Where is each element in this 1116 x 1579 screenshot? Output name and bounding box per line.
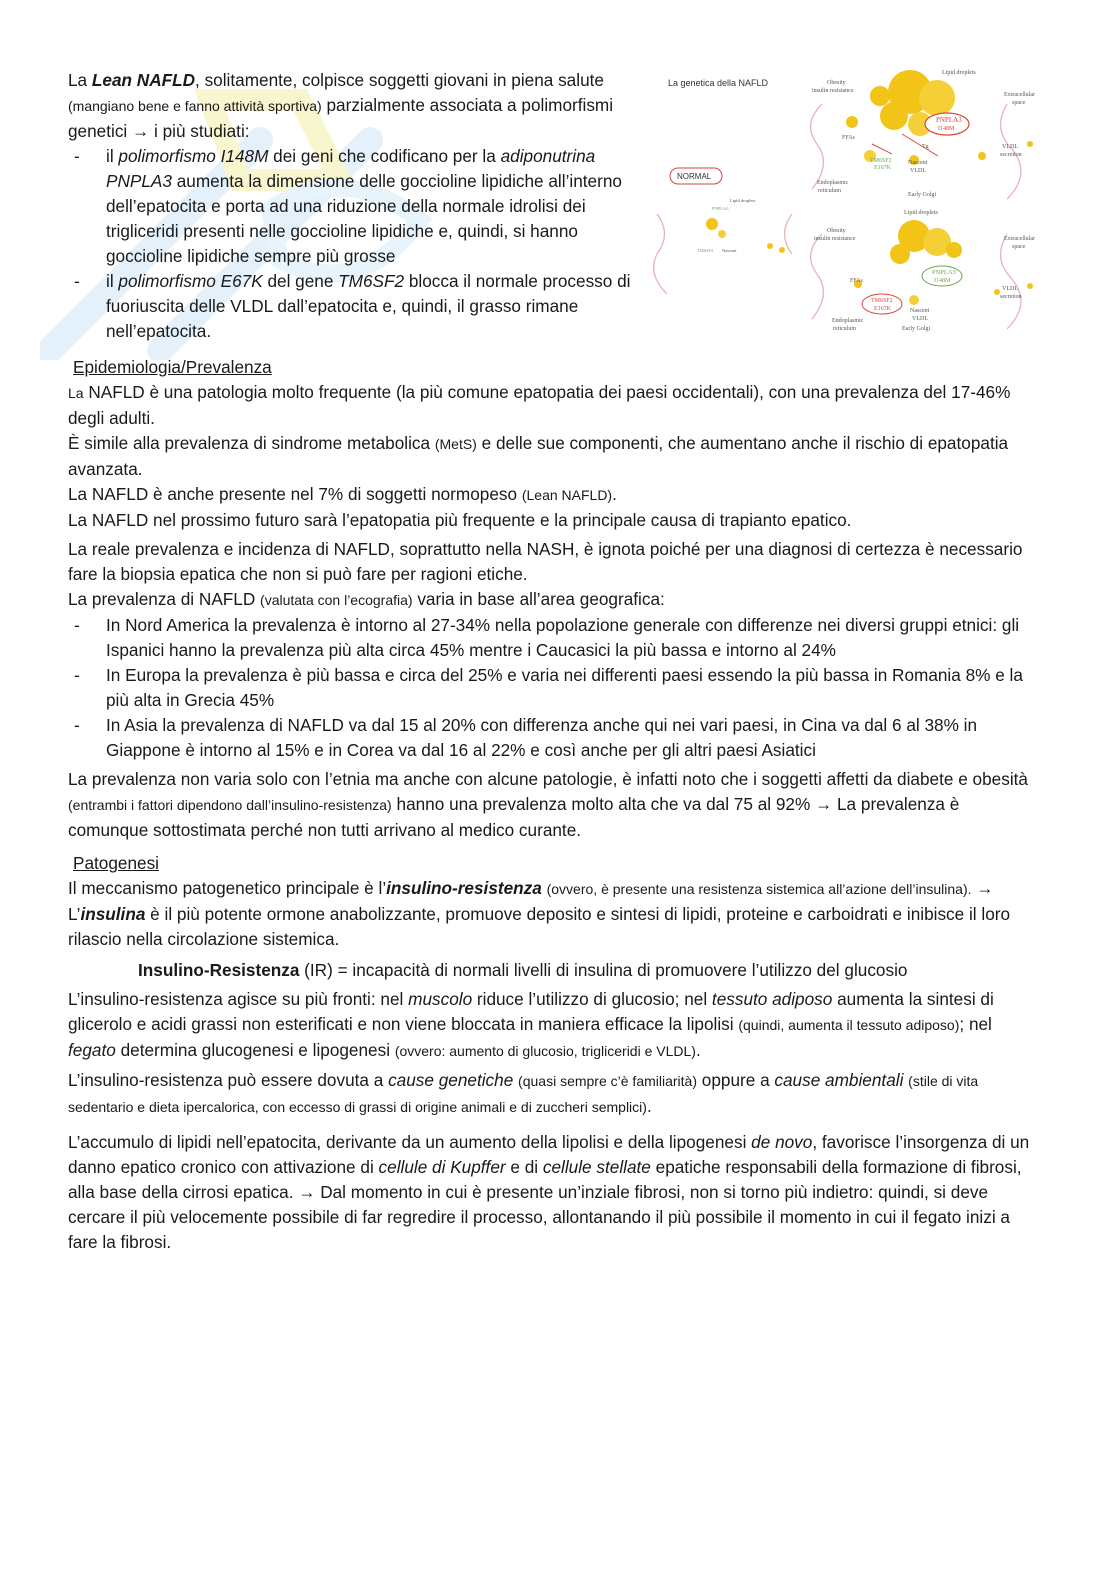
svg-text:space: space [1012,244,1026,250]
svg-text:reticulum: reticulum [833,326,856,332]
droplet [870,86,890,106]
epidemiology-section [68,355,1043,843]
svg-text:NORMAL: NORMAL [677,172,712,181]
arrow-icon: → [976,878,994,898]
paragraph: La NAFLD è una patologia molto frequente (la più comune epatopatia dei paesi occidentali), con una prevalenza del 17-46% degli adulti. [68,382,1011,428]
droplet [919,80,955,116]
intro-paragraph: La Lean NAFLD, solitamente, colpisce soggetti giovani in piena salute (mangiano bene e fanno attività sportiva) parzialmente associata a polimorfismi genetici → i più studiati: [68,70,614,141]
svg-text:VLDL: VLDL [910,168,926,174]
svg-text:secretion: secretion [1000,152,1022,158]
paragraph: La NAFLD è anche presente nel 7% di soggetti normopeso (Lean NAFLD). [68,484,617,504]
arrow-icon: → [298,1182,316,1202]
paragraph: La reale prevalenza e incidenza di NAFLD, soprattutto nella NASH, è ignota poiché per una diagnosi di certezza è necessario fare la biopsia epatica che non si può fare per ragioni etiche. [68,539,1023,584]
svg-text:TM6SF2: TM6SF2 [871,298,893,304]
paragraph: La NAFLD nel prossimo futuro sarà l’epatopatia più frequente e la principale causa di trapianto epatico. [68,510,852,530]
svg-text:Obesity: Obesity [827,80,846,86]
svg-text:Endoplasmic: Endoplasmic [817,180,849,186]
svg-text:Early Golgi: Early Golgi [902,326,931,332]
bullet-pnpla3: - il polimorfismo I148M dei geni che codificano per la adiponutrina PNPLA3 aumenta la dimensione delle goccioline lipidiche all’interno dell’epatocita e porta ad una riduzione della normale idrolisi dei trigliceridi presenti nelle goccioline lipidiche e, quindi, si hanno goccioline lipidiche sempre più grosse [68,144,643,269]
svg-text:VLDL: VLDL [912,316,928,322]
droplet [978,152,986,160]
paragraph: L’accumulo di lipidi nell’epatocita, derivante da un aumento della lipolisi e della lipogenesi de novo, favorisce l’insorgenza di un danno epatico cronico con attivazione di cellule di Kupffer e di cellule stellate epatiche responsabili della formazione di fibrosi, alla base della cirrosi epatica. → Dal momento in cui è presente un’inziale fibrosi, non si torno più indietro: quindi, si deve cercare il più velocemente possibile di far regredire il processo, allontanando il più possibile il momento in cui il fegato inizi a fare la fibrosi. [68,1132,1030,1252]
svg-text:Extracellular: Extracellular [1004,92,1035,98]
figure-title: La genetica della NAFLD [668,78,769,88]
bullet-tm6sf2: - il polimorfismo E67K del gene TM6SF2 blocca il normale processo di fuoriuscita delle VLDL dall’epatocita e, quindi, il grasso rimane nell’epatocita. [68,269,643,344]
intro-section [68,68,643,344]
pathogenesis-section [68,851,1043,1255]
bullet-asia: - In Asia la prevalenza di NAFLD va dal 15 al 20% con differenza anche qui nei vari paesi, in Cina va dal 6 al 38% in Giappone è intorno al 15% e in Corea va dal 16 al 22% e così anche per gli altri paesi Asiatici [68,713,1043,763]
paragraph: È simile alla prevalenza di sindrome metabolica (MetS) e delle sue componenti, che aumentano anche il rischio di epatopatia avanzata. [68,433,1009,479]
svg-text:insulin resistance: insulin resistance [814,236,856,242]
svg-text:VLDL: VLDL [1002,144,1018,150]
svg-text:Lipid droplets: Lipid droplets [730,198,756,203]
svg-text:VLDL: VLDL [1002,286,1018,292]
svg-text:FFAs: FFAs [850,278,863,284]
arrow-icon: → [132,121,150,141]
svg-text:FFAs: FFAs [842,135,855,141]
paragraph: L’insulino-resistenza può essere dovuta a cause genetiche (quasi sempre c’è familiarità) oppure a cause ambientali (stile di vita sedentario e dieta ipercalorica, con eccesso di grassi di origine animali e di zuccheri semplici). [68,1070,979,1116]
normal-cell-diagram [706,218,785,253]
svg-text:I148M: I148M [938,126,955,132]
svg-text:Early Golgi: Early Golgi [908,192,937,198]
section-heading-epidemiology: Epidemiologia/Prevalenza [73,357,272,377]
svg-text:Nascent: Nascent [908,160,928,166]
svg-text:space: space [1012,100,1026,106]
cell-membranes [654,104,1021,329]
svg-text:Nascent: Nascent [910,308,930,314]
droplet [890,244,910,264]
svg-text:Extracellular: Extracellular [1004,236,1035,242]
svg-text:reticulum: reticulum [818,188,841,194]
lipid-droplets-bottom [854,220,1033,305]
svg-text:PNPLA3: PNPLA3 [712,206,729,211]
svg-text:secretion: secretion [1000,294,1022,300]
bullet-north-america: - In Nord America la prevalenza è intorno al 27-34% nella popolazione generale con differenze nei diversi gruppi etnici: gli Ispanici hanno la prevalenza più alta circa 45% mentre i Caucasici la più bassa e intorno al 24% [68,613,1043,663]
svg-text:PNPLA3: PNPLA3 [932,269,956,276]
svg-text:TM6SF2: TM6SF2 [697,248,714,253]
bullet-europe: - In Europa la prevalenza è più bassa e circa del 25% e varia nei differenti paesi essendo la più bassa in Romania 8% e la più alta in Grecia 45% [68,663,1043,713]
droplet [909,295,919,305]
droplet [846,116,858,128]
svg-text:Endoplasmic: Endoplasmic [832,318,864,324]
svg-text:I148M: I148M [934,278,951,284]
droplet [1027,283,1033,289]
svg-text:PNPLA3: PNPLA3 [936,116,962,124]
svg-text:Lipid droplets: Lipid droplets [942,70,976,76]
droplet [1027,141,1033,147]
paragraph: L’insulino-resistenza agisce su più fronti: nel muscolo riduce l’utilizzo di glucosio; nel tessuto adiposo aumenta la sintesi di glicerolo e acidi grassi non esterificati e non viene bloccata in maniera efficace la lipolisi (quindi, aumenta il tessuto adiposo); nel fegato determina glucogenesi e lipogenesi (ovvero: aumento di glucosio, trigliceridi e VLDL). [68,989,994,1060]
svg-text:Obesity: Obesity [827,228,846,234]
paragraph: La prevalenza di NAFLD (valutata con l’ecografia) varia in base all’area geografica: [68,589,665,609]
svg-text:E167K: E167K [874,306,891,312]
section-heading-pathogenesis: Patogenesi [73,853,160,873]
svg-text:Nascent: Nascent [722,248,737,253]
definition-insulin-resistance: Insulino-Resistenza (IR) = incapacità di normali livelli di insulina di promuovere l’utilizzo del glucosio [138,960,908,980]
svg-text:E167K: E167K [874,165,891,171]
svg-text:Lipid droplets: Lipid droplets [904,210,938,216]
paragraph: La prevalenza non varia solo con l’etnia ma anche con alcune patologie, è infatti noto che i soggetti affetti da diabete e obesità (entrambi i fattori dipendono dall’insulino-resistenza) hanno una prevalenza molto alta che va dal 75 al 92% → La prevalenza è comunque sottostimata perché non tutti arrivano al medico curante. [68,769,1028,840]
arrow-icon: → [815,794,833,814]
svg-text:TM6SF2: TM6SF2 [870,158,892,164]
svg-text:Tg: Tg [922,144,929,150]
paragraph: Il meccanismo patogenetico principale è l’insulino-resistenza (ovvero, è presente una resistenza sistemica all’azione dell’insulina). → L’insulina è il più potente ormone anabolizzante, promuove deposito e sintesi di lipidi, proteine e carboidrati e inibisce il loro rilascio nella circolazione sistemica. [68,878,1011,949]
lean-nafld-term: Lean NAFLD [91,70,196,90]
nafld-genetics-figure [652,64,1048,336]
droplet [946,242,962,258]
droplet [880,102,908,130]
svg-text:insulin resistance: insulin resistance [812,88,854,94]
